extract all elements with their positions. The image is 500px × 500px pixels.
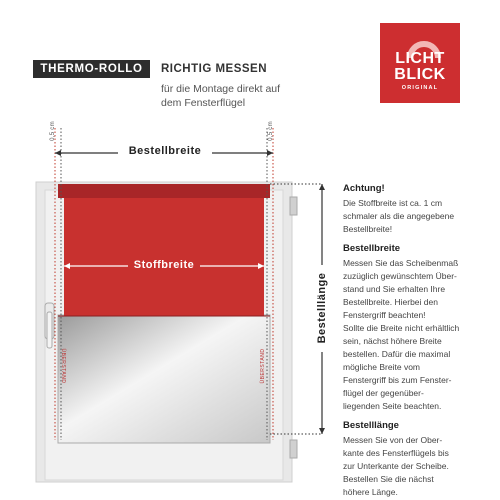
width-line: stand und Sie erhalten Ihre (343, 284, 446, 294)
logo-line-3: ORIGINAL (401, 85, 439, 91)
hinge-bottom (290, 440, 297, 458)
logo-line-1: LICHT (395, 50, 445, 67)
order-length-label: Bestelllänge (316, 272, 328, 344)
attention-line: schmaler als die angegebene (343, 211, 455, 221)
length-line: Bestellen Sie die nächst (343, 474, 434, 484)
width-line: sein, nächst höhere Breite (343, 336, 442, 346)
order-width-text (343, 257, 493, 413)
hinge-top (290, 197, 297, 215)
blind-cassette (58, 184, 270, 198)
logo-line-2: BLICK (394, 66, 446, 83)
width-line: Fenstergriff bis zum Fenster- (343, 375, 452, 385)
overhang-left-label: ÜBERSTAND (60, 348, 66, 384)
attention-heading: Achtung! (343, 183, 385, 194)
page-title: RICHTIG MESSEN (161, 63, 268, 75)
length-line: zur Unterkante der Scheibe. (343, 461, 449, 471)
attention-line: Bestellbreite! (343, 224, 393, 234)
attention-line: Die Stoffbreite ist ca. 1 cm (343, 198, 443, 208)
notes-panel (343, 183, 493, 499)
order-width-heading: Bestellbreite (343, 243, 401, 254)
subtitle-line-2: dem Fensterflügel (161, 97, 246, 109)
width-line: Messen Sie das Scheibenmaß (343, 258, 459, 268)
order-length-arrow-bottom (319, 428, 325, 434)
width-line: Bestellbreite. Hierbei den (343, 297, 438, 307)
width-line: flügel der gegenüber- (343, 388, 424, 398)
width-line: bestellen. Dafür die maximal (343, 349, 451, 359)
width-line: Sollte die Breite nicht erhältlich (343, 323, 460, 333)
length-line: kante des Fensterflügels bis (343, 448, 449, 458)
length-line: höhere Länge. (343, 487, 398, 497)
width-line: mögliche Breite vom (343, 362, 421, 372)
subtitle-line-1: für die Montage direkt auf (161, 83, 281, 95)
attention-text (343, 197, 493, 236)
gap-right-label: 0,5 cm (268, 121, 274, 141)
overhang-right-label: ÜBERSTAND (260, 348, 266, 384)
width-line: zuzüglich gewünschtem Über- (343, 271, 457, 281)
order-length-heading: Bestelllänge (343, 420, 399, 431)
window-glass (58, 315, 270, 443)
order-length-text (343, 434, 493, 499)
order-length-arrow-top (319, 184, 325, 190)
length-line: Messen Sie von der Ober- (343, 435, 443, 445)
width-line: Fenstergriff beachten! (343, 310, 426, 320)
width-line: liegenden Seite beachten. (343, 401, 442, 411)
blind-fabric (64, 198, 264, 316)
gap-left-label: 0,5 cm (50, 121, 56, 141)
product-tag: THERMO-ROLLO (33, 60, 150, 78)
order-width-label: Bestellbreite (128, 145, 202, 157)
fabric-width-label: Stoffbreite (133, 259, 195, 271)
